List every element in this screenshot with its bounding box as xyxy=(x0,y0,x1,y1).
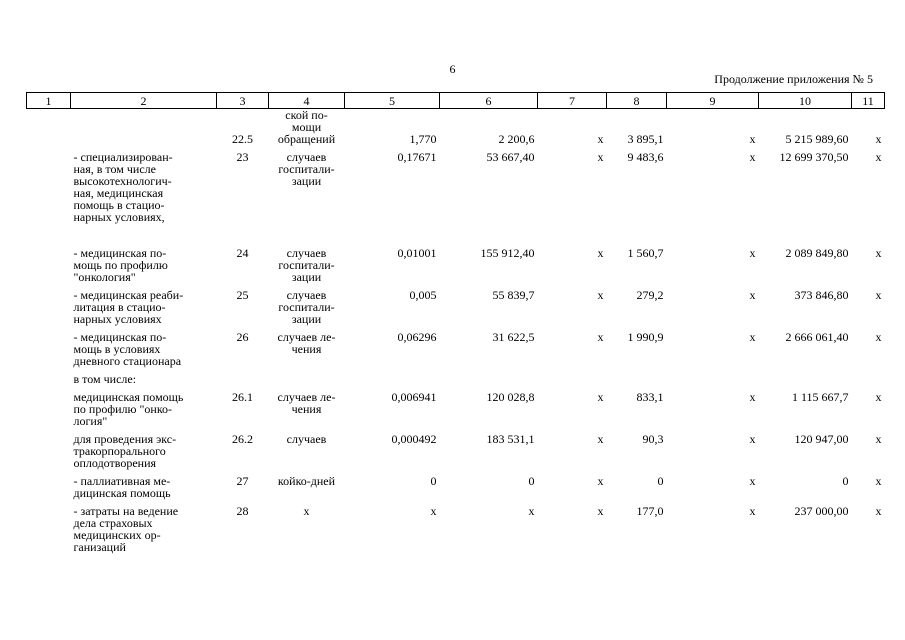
row-col-5: 0,000492 xyxy=(391,432,437,446)
row-unit: случаев xyxy=(286,432,327,446)
row-col-6: 0 xyxy=(528,474,535,488)
row-col-10: 237 000,00 xyxy=(794,504,849,518)
row-col-5: 0,006941 xyxy=(391,390,437,404)
row-col-10: 12 699 370,50 xyxy=(779,150,849,164)
row-name xyxy=(71,109,217,134)
row-col-11: х xyxy=(875,132,882,146)
row-unit: случаев ле- чения xyxy=(277,330,336,356)
row-number: 28 xyxy=(236,504,249,518)
row-number: 26.1 xyxy=(232,390,253,404)
row-col-1 xyxy=(27,475,71,505)
header-cell: 8 xyxy=(607,93,667,109)
row-name: - затраты на ведение дела страховых медицинских ор- ганизаций xyxy=(73,504,179,554)
row-col-5: 0,06296 xyxy=(397,330,437,344)
row-col-10: 1 115 667,7 xyxy=(791,390,849,404)
row-col-9: х xyxy=(749,132,756,146)
row-col-7: х xyxy=(597,432,604,446)
row-col-7: х xyxy=(597,330,604,344)
row-col-7: х xyxy=(597,132,604,146)
row-col-11 xyxy=(852,109,885,134)
row-unit: случаев госпитали- зации xyxy=(278,150,335,188)
row-col-6: 155 912,40 xyxy=(480,246,535,260)
row-col-8: 3 895,1 xyxy=(627,132,664,146)
row-col-9: х xyxy=(749,330,756,344)
row-col-5: 0 xyxy=(430,474,437,488)
table-row xyxy=(27,151,885,247)
data-table xyxy=(26,92,885,559)
table-row xyxy=(27,289,885,331)
row-col-9: х xyxy=(749,432,756,446)
row-name: - паллиативная ме- дицинская помощь xyxy=(73,474,171,500)
row-name: для проведения экс- тракорпорального оплодотворения xyxy=(73,432,177,470)
row-number: 23 xyxy=(236,150,249,164)
row-number: 24 xyxy=(236,246,249,260)
row-name: - медицинская реаби- литация в стацио- нарных условиях xyxy=(73,288,184,326)
row-col-8: 1 990,9 xyxy=(627,330,664,344)
row-col-6 xyxy=(440,109,538,134)
row-col-10: 2 089 849,80 xyxy=(785,246,849,260)
header-cell: 3 xyxy=(217,93,269,109)
row-col-7 xyxy=(538,109,607,134)
row-col-6: 2 200,6 xyxy=(498,132,535,146)
row-col-11: х xyxy=(875,432,882,446)
row-number xyxy=(217,109,269,134)
table-row xyxy=(27,391,885,433)
row-name: - специализирован- ная, в том числе высокотехнологич- ная, медицинская помощь в стацио- нарных условиях, xyxy=(73,150,173,224)
row-col-7 xyxy=(538,373,607,391)
row-col-11: х xyxy=(875,246,882,260)
header-row xyxy=(27,93,885,109)
row-col-9: х xyxy=(749,390,756,404)
row-col-9 xyxy=(667,109,759,134)
header-cell: 10 xyxy=(759,93,852,109)
row-col-7: х xyxy=(597,474,604,488)
row-unit xyxy=(269,373,345,391)
row-col-5: х xyxy=(430,504,437,518)
row-col-6: 31 622,5 xyxy=(492,330,535,344)
row-col-5: 0,01001 xyxy=(397,246,437,260)
row-number: 26 xyxy=(236,330,249,344)
table-row xyxy=(27,109,885,134)
row-col-9 xyxy=(667,373,759,391)
row-col-11: х xyxy=(875,330,882,344)
row-col-9: х xyxy=(749,288,756,302)
row-col-5: 1,770 xyxy=(409,132,437,146)
header-cell: 6 xyxy=(440,93,538,109)
row-unit: случаев госпитали- зации xyxy=(278,246,335,284)
row-col-1 xyxy=(27,109,71,134)
row-col-10 xyxy=(759,109,852,134)
row-unit: ской по- мощи xyxy=(285,108,328,134)
row-unit: х xyxy=(303,504,310,518)
row-col-7: х xyxy=(597,150,604,164)
row-col-1 xyxy=(27,505,71,559)
row-col-10 xyxy=(759,373,852,391)
row-col-6 xyxy=(440,373,538,391)
table-row xyxy=(27,373,885,391)
row-col-6: х xyxy=(528,504,535,518)
row-col-9: х xyxy=(749,246,756,260)
row-name: - медицинская по- мощь в условиях дневного стационара xyxy=(73,330,182,368)
table-row xyxy=(27,475,885,505)
row-col-5: 0,005 xyxy=(409,288,437,302)
page-number: 6 xyxy=(449,62,456,76)
row-col-9: х xyxy=(749,474,756,488)
row-unit: койко-дней xyxy=(277,474,336,488)
row-col-11: х xyxy=(875,150,882,164)
row-col-10: 0 xyxy=(842,474,849,488)
row-col-8: 0 xyxy=(657,474,664,488)
row-col-8: 833,1 xyxy=(636,390,664,404)
row-col-7: х xyxy=(597,390,604,404)
table-row xyxy=(27,247,885,289)
row-col-5: 0,17671 xyxy=(397,150,437,164)
row-col-6: 53 667,40 xyxy=(486,150,535,164)
row-col-5 xyxy=(345,109,440,134)
row-name xyxy=(71,133,217,151)
row-col-8 xyxy=(607,373,667,391)
row-number xyxy=(217,373,269,391)
row-col-8: 177,0 xyxy=(636,504,664,518)
row-col-9: х xyxy=(749,150,756,164)
header-cell: 9 xyxy=(667,93,759,109)
row-col-1 xyxy=(27,433,71,475)
row-col-8: 1 560,7 xyxy=(627,246,664,260)
row-col-10: 120 947,00 xyxy=(794,432,849,446)
row-col-11 xyxy=(852,373,885,391)
row-col-8: 9 483,6 xyxy=(627,150,664,164)
row-col-7: х xyxy=(597,246,604,260)
header-cell: 11 xyxy=(852,93,885,109)
row-col-11: х xyxy=(875,474,882,488)
row-col-1 xyxy=(27,391,71,433)
row-number: 25 xyxy=(236,288,249,302)
row-col-9: х xyxy=(749,504,756,518)
row-number: 26.2 xyxy=(232,432,253,446)
row-col-6: 55 839,7 xyxy=(492,288,535,302)
row-col-11: х xyxy=(875,504,882,518)
row-name: в том числе: xyxy=(73,372,137,386)
row-col-6: 183 531,1 xyxy=(486,432,535,446)
row-unit: обращений xyxy=(277,132,336,146)
row-col-7: х xyxy=(597,504,604,518)
header-cell: 7 xyxy=(538,93,607,109)
row-name: - медицинская по- мощь по профилю "онкология" xyxy=(73,246,168,284)
row-unit: случаев госпитали- зации xyxy=(278,288,335,326)
table-row xyxy=(27,505,885,559)
row-name: медицинская помощь по профилю "онко- логия" xyxy=(73,390,184,428)
row-col-1 xyxy=(27,151,71,247)
row-col-1 xyxy=(27,331,71,373)
row-col-10: 373 846,80 xyxy=(794,288,849,302)
header-cell: 5 xyxy=(345,93,440,109)
header-cell: 1 xyxy=(27,93,71,109)
row-col-11: х xyxy=(875,288,882,302)
continuation-label: Продолжение приложения № 5 xyxy=(714,72,873,86)
row-number: 22.5 xyxy=(232,132,253,146)
header-cell: 4 xyxy=(269,93,345,109)
row-col-8: 279,2 xyxy=(636,288,664,302)
row-col-7: х xyxy=(597,288,604,302)
header-cell: 2 xyxy=(71,93,217,109)
row-number: 27 xyxy=(236,474,249,488)
row-col-10: 2 666 061,40 xyxy=(785,330,849,344)
row-col-8: 90,3 xyxy=(642,432,664,446)
table-row xyxy=(27,133,885,151)
table-row xyxy=(27,433,885,475)
row-col-11: х xyxy=(875,390,882,404)
row-col-10: 5 215 989,60 xyxy=(785,132,849,146)
row-col-1 xyxy=(27,289,71,331)
row-col-1 xyxy=(27,247,71,289)
row-col-8 xyxy=(607,109,667,134)
row-col-1 xyxy=(27,373,71,391)
table-row xyxy=(27,331,885,373)
row-unit: случаев ле- чения xyxy=(277,390,336,416)
row-col-1 xyxy=(27,133,71,151)
row-col-5 xyxy=(345,373,440,391)
row-col-6: 120 028,8 xyxy=(486,390,535,404)
